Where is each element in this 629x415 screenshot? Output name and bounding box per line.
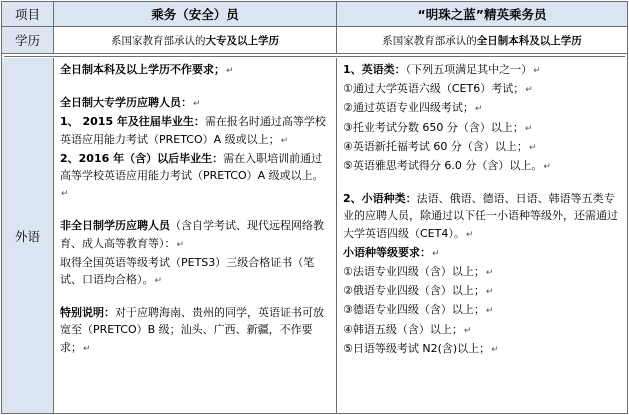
header-cell-item: [2, 2, 54, 26]
education-label: 学历: [14, 33, 40, 48]
header-item-label: 项目: [14, 7, 40, 22]
language-elite-block: [337, 58, 627, 359]
spacer: [343, 176, 622, 190]
steward-p5: 非全日制学历应聘人员（含自学考试、现代远程网络教育、成人高等教育等）：↵: [60, 219, 324, 250]
elite-minor-item: ④韩语五级（含）以上；↵: [343, 322, 472, 336]
education-elite-prefix: 系国家教育部承认的: [382, 34, 477, 47]
steward-p7: 特别说明：对于应聘海南、贵州的同学，英语证书可放宽至（PRETCO）B 级；汕头、广西、新疆，不作要求；↵: [60, 306, 324, 354]
education-steward-bold: 大专及以上学历: [205, 34, 279, 47]
header-row: [2, 2, 627, 27]
elite-minor-item: ②俄语专业四级（含）以上；↵: [343, 284, 494, 298]
elite-p3: 小语种等级要求：↵: [343, 245, 440, 259]
elite-english-item: ②通过英语专业四级考试；↵: [343, 101, 483, 115]
elite-p2: 2、小语种类：法语、俄语、德语、日语、韩语等五类专业的应聘人员，除通过以下任一小语种等级外，还需通过大学英语四级（CET4）。↵: [343, 192, 618, 240]
header-cell-elite: [337, 2, 627, 26]
language-steward-block: [54, 58, 336, 358]
elite-p1: 1、英语类：（下列五项满足其中之一）↵: [343, 63, 541, 76]
return-mark-icon: ↵: [61, 189, 69, 200]
spacer: [60, 203, 331, 217]
return-mark-icon: ↵: [193, 99, 201, 110]
elite-english-item: ①通过大学英语六级（CET6）考试；↵: [343, 82, 533, 96]
elite-minor-item: ③德语专业四级（含）以上；↵: [343, 303, 494, 317]
education-steward-text: [111, 33, 279, 48]
return-mark-icon: ↵: [226, 66, 234, 76]
elite-english-item: ⑤英语雅思考试得分 6.0 分（含）以上。↵: [343, 159, 551, 173]
header-elite-label: “明珠之蓝”精英乘务员: [417, 7, 547, 22]
language-label: 外语: [14, 228, 40, 244]
return-mark-icon: ↵: [154, 276, 163, 287]
header-steward-label: 乘务（安全）员: [151, 7, 239, 22]
return-mark-icon: ↵: [280, 135, 289, 146]
steward-p2: 全日制大专学历应聘人员：↵: [60, 96, 201, 110]
education-label-cell: [2, 27, 54, 53]
spacer: [60, 80, 331, 94]
requirements-table: [1, 1, 628, 414]
language-steward-cell: [54, 58, 337, 413]
elite-english-item: ③托业考试分数 650 分（含）以上；↵: [343, 120, 533, 134]
return-mark-icon: ↵: [524, 123, 533, 134]
steward-p4: 2、2016 年（含）以后毕业生：需在入职培训前通过高等学校英语应用能力考试（PRETCO）A 级或以上。↵: [60, 151, 324, 200]
elite-minor-item: ①法语专业四级（含）以上；↵: [343, 265, 494, 279]
elite-minor-item: ⑤日语等级考试 N2(含)以上；↵: [343, 341, 499, 355]
return-mark-icon: ↵: [465, 229, 474, 240]
return-mark-icon: ↵: [176, 239, 185, 250]
education-elite-bold: 全日制本科及以上学历: [476, 34, 582, 47]
return-mark-icon: ↵: [474, 104, 483, 115]
education-steward-prefix: 系国家教育部承认的: [111, 34, 206, 47]
return-mark-icon: ↵: [432, 248, 440, 259]
language-elite-cell: [337, 58, 627, 413]
steward-p1: 全日制本科及以上学历不作要求；↵: [60, 63, 234, 76]
return-mark-icon: ↵: [83, 343, 91, 354]
elite-english-item: ④英语新托福考试 60 分（含）以上；↵: [343, 139, 537, 153]
education-elite-text: [382, 33, 582, 48]
return-mark-icon: ↵: [485, 287, 494, 298]
return-mark-icon: ↵: [485, 306, 494, 317]
steward-p6: 取得全国英语等级考试（PETS3）三级合格证书（笔试、口语均合格）。↵: [60, 255, 315, 287]
education-elite-cell: [337, 27, 627, 53]
return-mark-icon: ↵: [543, 162, 551, 173]
language-label-cell: [2, 58, 54, 413]
row-divider: [4, 56, 625, 57]
education-row: [2, 27, 627, 54]
spacer: [60, 290, 331, 304]
header-cell-steward: [54, 2, 337, 26]
steward-p3: 1、 2015 年及往届毕业生：需在报名时通过高等学校英语应用能力考试（PRETCO）A 级或以上；↵: [60, 115, 326, 146]
return-mark-icon: ↵: [525, 85, 533, 96]
return-mark-icon: ↵: [533, 66, 541, 76]
return-mark-icon: ↵: [528, 142, 537, 153]
return-mark-icon: ↵: [485, 268, 494, 279]
education-steward-cell: [54, 27, 337, 53]
return-mark-icon: ↵: [463, 325, 472, 336]
return-mark-icon: ↵: [491, 344, 499, 355]
language-row: [2, 58, 627, 413]
